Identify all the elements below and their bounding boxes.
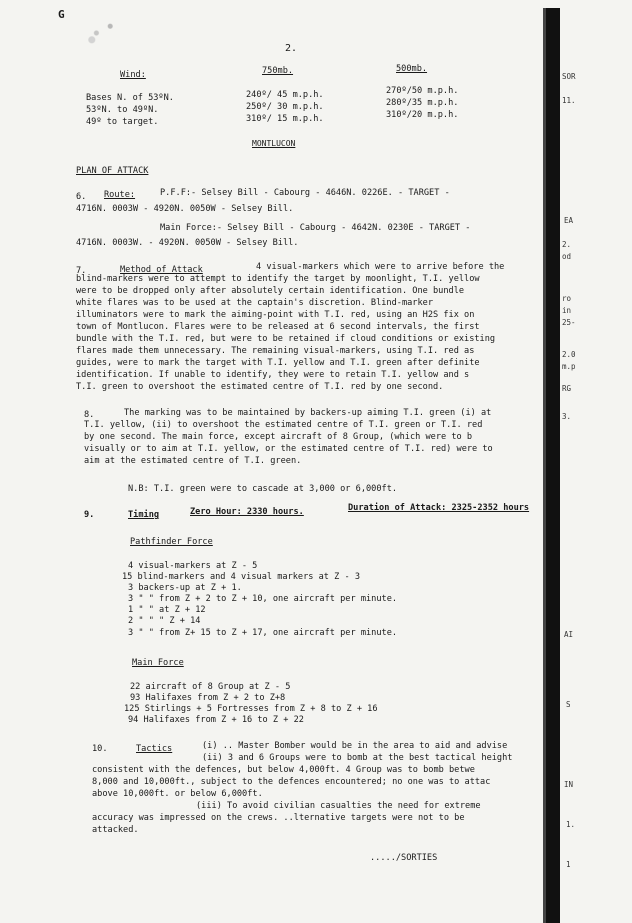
body-line: consistent with the defences, but below 4,000ft. 4 Group was to bomb betwe <box>92 765 475 775</box>
edge-fragment: S <box>566 700 571 709</box>
edge-fragment: 1 <box>566 860 571 869</box>
route-label: Route: <box>104 190 136 200</box>
section-number: 6. <box>76 192 87 202</box>
body-line: (i) .. Master Bomber would be in the area to aid and advise <box>202 741 508 751</box>
main-force-title: Main Force <box>132 658 184 668</box>
wind-col-500: 500mb. <box>396 64 428 74</box>
pathfinder-item: 2 " " " Z + 14 <box>128 616 201 626</box>
main-force-item: 22 aircraft of 8 Group at Z - 5 <box>130 682 291 692</box>
body-line: illuminators were to mark the aiming-point with T.I. red, using an H2S fix on <box>76 310 475 320</box>
edge-fragment: 11. <box>562 96 576 105</box>
route-text: Main Force:- Selsey Bill - Cabourg - 4642N. 0230E - TARGET - <box>160 223 471 233</box>
edge-fragment: in <box>562 306 572 315</box>
body-line: (ii) 3 and 6 Groups were to bomb at the best tactical height <box>202 753 513 763</box>
body-line: blind-markers were to attempt to identify the target by moonlight, T.I. yellow <box>76 274 480 284</box>
route-text: 4716N. 0003W. - 4920N. 0050W - Selsey Bill. <box>76 238 299 248</box>
edge-fragment: 1. <box>566 820 576 829</box>
body-line: (iii) To avoid civilian casualties the need for extreme <box>196 801 481 811</box>
route-text: P.F.F:- Selsey Bill - Cabourg - 4646N. 0226E. - TARGET - <box>160 188 450 198</box>
pathfinder-item: 4 visual-markers at Z - 5 <box>128 561 258 571</box>
edge-fragment: IN <box>564 780 574 789</box>
main-force-item: 93 Halifaxes from Z + 2 to Z+8 <box>130 693 286 703</box>
zero-hour: Zero Hour: 2330 hours. <box>190 507 304 517</box>
edge-fragment: EA <box>564 216 574 225</box>
archive-stamp <box>78 16 124 50</box>
wind-row-label: Bases N. of 53ºN. <box>86 93 174 103</box>
pathfinder-title: Pathfinder Force <box>130 537 213 547</box>
continuation-ref: ...../SORTIES <box>370 853 438 863</box>
pathfinder-item: 1 " " at Z + 12 <box>128 605 206 615</box>
wind-col-750: 750mb. <box>262 66 294 76</box>
edge-fragment: ro <box>562 294 572 303</box>
pathfinder-item: 3 backers-up at Z + 1. <box>128 583 242 593</box>
pathfinder-item: 15 blind-markers and 4 visual markers at Z - 3 <box>122 572 360 582</box>
tactics-title: Tactics <box>136 744 173 754</box>
body-line: identification. If unable to identify, they were to retain T.I. yellow and s <box>76 370 470 380</box>
wind-row-v2: 280º/35 m.p.h. <box>386 98 459 108</box>
wind-label: Wind: <box>120 70 146 80</box>
wind-row-v2: 270º/50 m.p.h. <box>386 86 459 96</box>
edge-fragment: m.p <box>562 362 576 371</box>
section-number: 9. <box>84 510 95 520</box>
pathfinder-item: 3 " " from Z+ 15 to Z + 17, one aircraft per minute. <box>128 628 398 638</box>
section-number: 8. <box>84 410 95 420</box>
body-line: accuracy was impressed on the crews. ..lternative targets were not to be <box>92 813 465 823</box>
nb-note: N.B: T.I. green were to cascade at 3,000 or 6,000ft. <box>128 484 398 494</box>
corner-mark: G <box>58 8 65 21</box>
body-line: white flares was to be used at the captain's discretion. Blind-marker <box>76 298 433 308</box>
edge-fragment: AI <box>564 630 574 639</box>
route-text: 4716N. 0003W - 4920N. 0050W - Selsey Bill. <box>76 204 294 214</box>
body-line: by one second. The main force, except aircraft of 8 Group, (which were to b <box>84 432 473 442</box>
body-line: 8,000 and 10,000ft., subject to the defences encountered; no one was to attac <box>92 777 491 787</box>
body-line: attacked. <box>92 825 139 835</box>
body-line: visually or to aim at T.I. yellow, or the estimated centre of T.I. red) were to <box>84 444 493 454</box>
body-line: The marking was to be maintained by backers-up aiming T.I. green (i) at <box>124 408 492 418</box>
edge-fragment: 25- <box>562 318 576 327</box>
edge-fragment: 3. <box>562 412 572 421</box>
edge-fragment: SOR <box>562 72 576 81</box>
body-line: T.I. green to overshoot the estimated centre of T.I. red by one second. <box>76 382 444 392</box>
edge-fragment: 2. <box>562 240 572 249</box>
body-line: T.I. yellow, (ii) to overshoot the estimated centre of T.I. green or T.I. red <box>84 420 483 430</box>
section-number: 7. <box>76 266 87 276</box>
body-line: above 10,000ft. or below 6,000ft. <box>92 789 263 799</box>
wind-row-label: 53ºN. to 49ºN. <box>86 105 159 115</box>
pathfinder-item: 3 " " from Z + 2 to Z + 10, one aircraft per minute. <box>128 594 398 604</box>
main-force-item: 94 Halifaxes from Z + 16 to Z + 22 <box>128 715 304 725</box>
wind-row-v1: 240º/ 45 m.p.h. <box>246 90 324 100</box>
wind-row-label: 49º to target. <box>86 117 159 127</box>
edge-fragment: RG <box>562 384 572 393</box>
edge-fragment: od <box>562 252 572 261</box>
body-line: aim at the estimated centre of T.I. green. <box>84 456 302 466</box>
body-line: guides, were to mark the target with T.I. yellow and T.I. green after definite <box>76 358 480 368</box>
plan-heading: PLAN OF ATTACK <box>76 166 149 176</box>
body-line: flares made them unnecessary. The remaining visual-markers, using T.I. red as <box>76 346 475 356</box>
body-line: 4 visual-markers which were to arrive before the <box>256 262 505 272</box>
page-number: 2. <box>285 43 298 54</box>
body-line: bundle with the T.I. red, but were to be retained if cloud conditions or existing <box>76 334 496 344</box>
wind-row-v1: 250º/ 30 m.p.h. <box>246 102 324 112</box>
scan-edge-bar <box>546 8 560 923</box>
section-number: 10. <box>92 744 108 754</box>
main-force-item: 125 Stirlings + 5 Fortresses from Z + 8 to Z + 16 <box>124 704 378 714</box>
target-heading: MONTLUCON <box>252 139 296 148</box>
edge-fragment: 2.0 <box>562 350 576 359</box>
timing-label: Timing <box>128 510 160 520</box>
duration: Duration of Attack: 2325-2352 hours <box>348 503 530 513</box>
body-line: were to be dropped only after absolutely certain identification. One bundle <box>76 286 465 296</box>
wind-row-v2: 310º/20 m.p.h. <box>386 110 459 120</box>
wind-row-v1: 310º/ 15 m.p.h. <box>246 114 324 124</box>
body-line: town of Montlucon. Flares were to be released at 6 second intervals, the first <box>76 322 480 332</box>
method-title: Method of Attack <box>120 265 203 275</box>
